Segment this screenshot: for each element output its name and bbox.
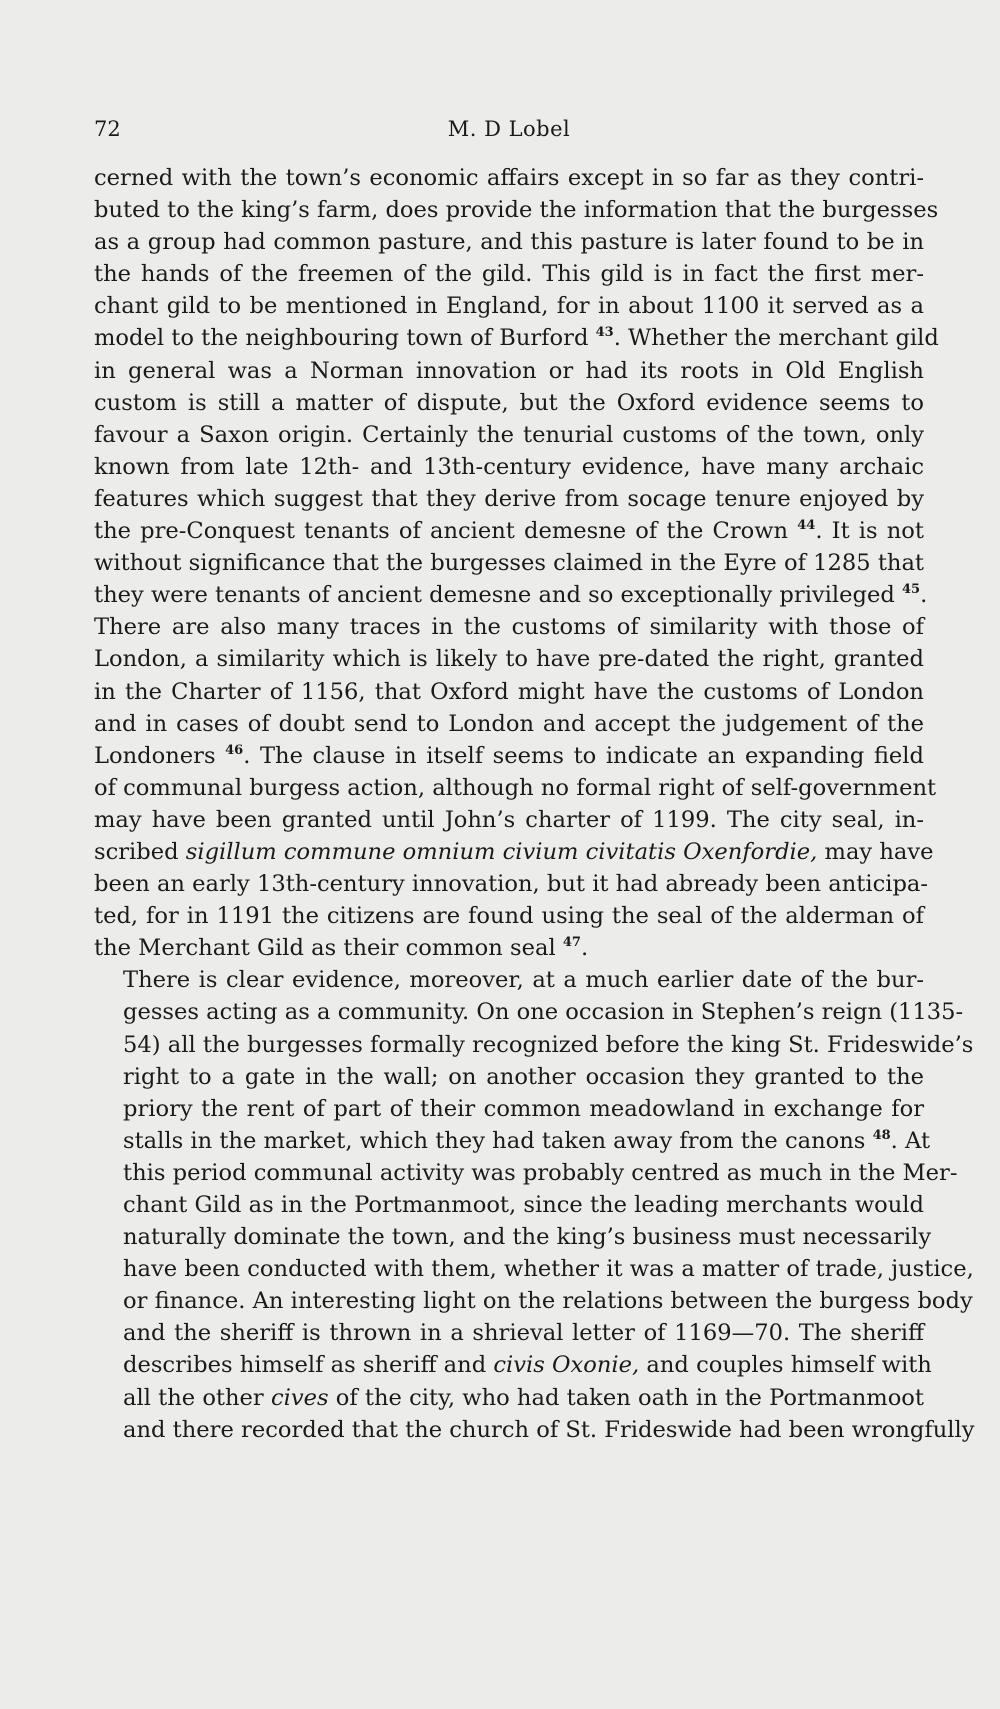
text-line [94,355,924,387]
text-line [94,483,924,515]
text-line [94,1189,924,1221]
text-line [94,579,928,611]
text-line [94,740,924,772]
text-run: in the Charter of 1156, that Oxford might have the customs of London [94,678,924,705]
footnote-ref: 43 [595,325,614,341]
text-line [94,322,939,354]
text-line [94,964,924,996]
page-number: 72 [94,117,121,141]
text-run: cerned with the town’s economic affairs except in so far as they contri- [94,165,924,191]
text-run: may have [817,838,934,865]
italic-text: civis Oxonie, [493,1352,640,1379]
text-line [94,1317,924,1349]
text-run: the Merchant Gild as their common seal [94,935,563,962]
text-run: model to the neighbouring town of Burford [94,325,596,352]
text-run: and the sheriff is thrown in a shrieval letter of 1169—70. The sheriff [123,1320,924,1347]
text-line [94,387,924,419]
text-line [94,676,924,708]
text-run: scribed [94,838,186,865]
paragraph [94,162,939,964]
text-line [94,547,924,579]
text-line [94,836,934,868]
text-run: 54) all the burgesses formally recognized before the king St. Frideswide’s [123,1031,974,1058]
text-run: known from late 12th- and 13th-century evidence, have many archaic [94,453,924,480]
footnote-ref: 45 [901,582,921,598]
text-line [94,868,929,900]
italic-text: cives [270,1384,329,1411]
text-line [94,996,964,1028]
text-line [94,708,924,740]
text-run: the hands of the freemen of the gild. This gild is in fact the first mer- [94,261,924,288]
text-run: naturally dominate the town, and the king’s business must necessarily [123,1224,932,1251]
paragraph [94,964,975,1445]
text-run: right to a gate in the wall; on another occasion they granted to the [123,1063,924,1090]
text-line [94,162,924,194]
text-run: been an early 13th-century innovation, but it had abready been anticipa- [94,871,929,898]
text-line [94,1157,958,1189]
text-run: buted to the king’s farm, does provide the information that the burgesses [94,197,939,224]
text-run: Londoners [94,742,226,769]
text-line [94,258,924,290]
text-run: as a group had common pasture, and this pasture is later found to be in [94,229,924,256]
text-run: stalls in the market, which they had taken away from the canons [123,1127,873,1154]
text-run: they were tenants of ancient demesne and so exceptionally privileged [94,582,902,609]
running-title: M. D Lobel [447,117,571,141]
text-run: . At [890,1127,931,1154]
text-run: . It is not [815,518,924,545]
text-line [94,611,924,643]
italic-text: sigillum commune omnium civium civitatis Oxenfordie, [185,838,818,865]
text-run: this period communal activity was probably centred as much in the Mer- [123,1159,958,1186]
running-head [94,117,924,147]
text-line [94,1285,973,1317]
text-line [94,1414,975,1446]
footnote-ref: 44 [797,518,816,534]
text-run: London, a similarity which is likely to have pre-dated the right, granted [94,646,924,673]
footnote-ref: 47 [562,935,581,951]
text-run: gesses acting as a community. On one occasion in Stephen’s reign (1135- [123,999,964,1026]
text-run: and there recorded that the church of St. Frideswide had been wrongfully [123,1416,975,1443]
text-run: or finance. An interesting light on the relations between the burgess body [123,1288,973,1315]
text-run: the pre-Conquest tenants of ancient demesne of the Crown [94,518,798,545]
footnote-ref: 46 [225,742,244,758]
text-line [94,194,939,226]
text-line [94,1093,924,1125]
text-run: and couples himself with [639,1352,932,1379]
text-line [94,900,924,932]
text-run: without significance that the burgesses claimed in the Eyre of 1285 that [94,550,924,577]
text-line [94,1061,924,1093]
text-line [94,515,924,547]
text-run: priory the rent of part of their common meadowland in exchange for [123,1095,924,1122]
text-run: chant gild to be mentioned in England, for in about 1100 it served as a [94,293,924,320]
text-run: . [920,582,928,609]
text-run: . Whether the merchant gild [613,325,939,352]
text-run: of communal burgess action, although no formal right of self-government [94,774,937,801]
text-run: custom is still a matter of dispute, but the Oxford evidence seems to [94,389,924,416]
text-line [94,1253,974,1285]
text-run: describes himself as sheriff and [123,1352,494,1379]
text-run: have been conducted with them, whether it was a matter of trade, justice, [123,1256,974,1283]
text-line [94,772,937,804]
text-run: . The clause in itself seems to indicate an expanding field [243,742,924,769]
text-run: in general was a Norman innovation or had its roots in Old English [94,357,924,384]
text-line [94,804,924,836]
text-run: There is clear evidence, moreover, at a much earlier date of the bur- [123,967,924,994]
text-run: chant Gild as in the Portmanmoot, since the leading merchants would [123,1192,924,1218]
text-line [94,290,924,322]
text-run: and in cases of doubt send to London and accept the judgement of the [94,710,924,737]
text-line [94,1125,931,1157]
body-text [94,162,975,1446]
text-line [94,643,924,675]
text-run: all the other [123,1384,271,1411]
text-line [94,451,924,483]
text-line [94,1382,924,1414]
text-line [94,1221,932,1253]
text-line [94,1349,932,1381]
text-line [94,419,924,451]
text-run: features which suggest that they derive from socage tenure enjoyed by [94,485,924,512]
text-line [94,226,924,258]
text-run: There are also many traces in the customs of similarity with those of [94,614,924,641]
text-line [94,932,924,964]
footnote-ref: 48 [872,1127,891,1143]
text-run: of the city, who had taken oath in the Portmanmoot [328,1384,924,1411]
text-line [94,1029,974,1061]
text-run: ted, for in 1191 the citizens are found using the seal of the alderman of [94,903,924,930]
text-run: . [580,935,589,962]
text-run: may have been granted until John’s charter of 1199. The city seal, in- [94,806,924,833]
text-run: favour a Saxon origin. Certainly the tenurial customs of the town, only [94,421,924,448]
